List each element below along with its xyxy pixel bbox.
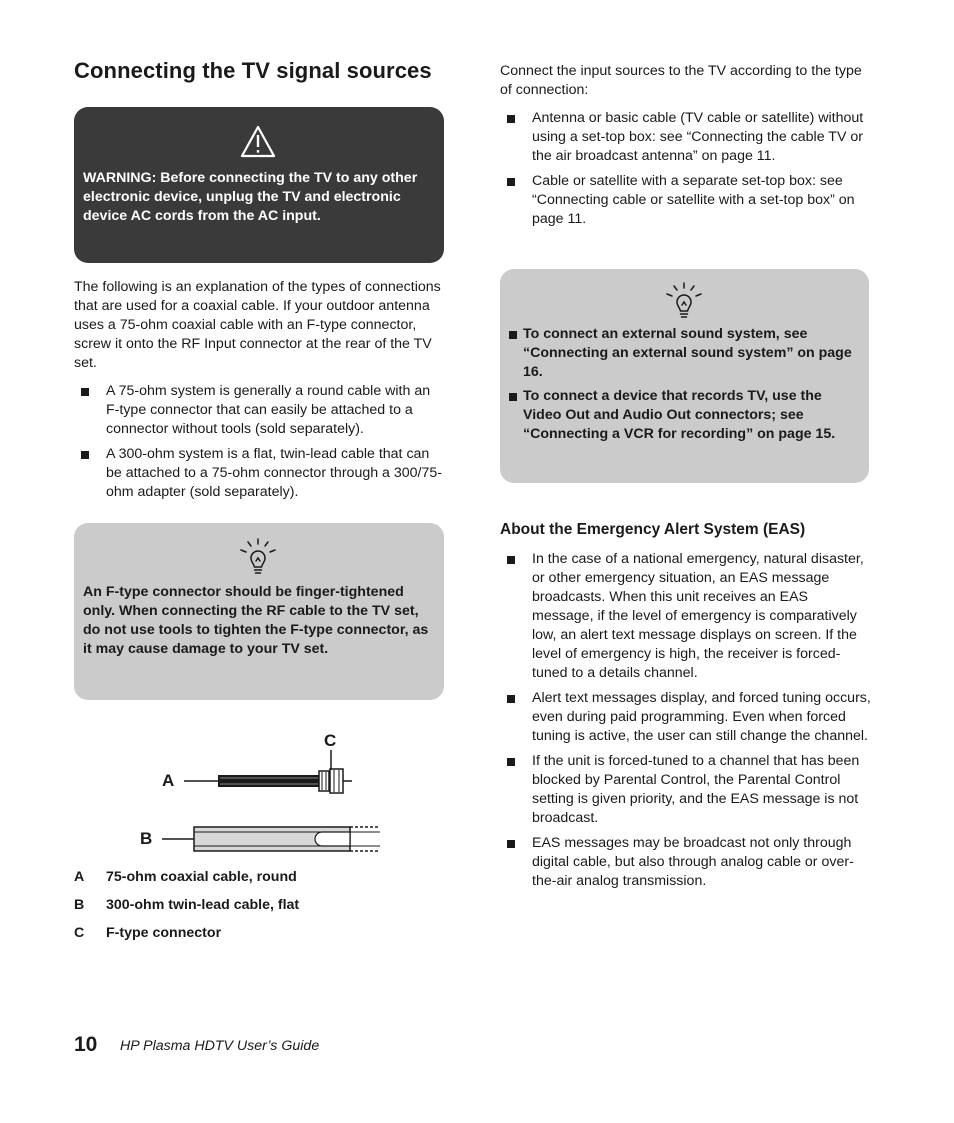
warning-box [74, 107, 444, 263]
tip-list [508, 325, 861, 444]
list-item: In the case of a national emergency, natural disaster, or other emergency situation, an EAS message broadcasts. When this unit receives an EAS message, if the level of emergency is comparatively low, an alert text message displays on screen. If the level of emergency is high, the receiver is forced-tuned to a details channel. [500, 550, 872, 683]
list-item: If the unit is forced-tuned to a channel that has been blocked by Parental Control, the Parental Control setting is given priority, and the EAS message is not broadcast. [500, 752, 872, 828]
twin-lead-cable-flat [162, 827, 380, 851]
figure-caption-b [74, 896, 444, 916]
warning-text: WARNING: Before connecting the TV to any other electronic device, unplug the TV and electronic device AC cords from the AC input. [83, 170, 418, 224]
coaxial-cable-round [184, 769, 352, 793]
caption-letter: A [74, 869, 85, 885]
section-heading-eas: About the Emergency Alert System (EAS) [500, 521, 806, 538]
tip-box-connector [74, 523, 444, 700]
page-title: Connecting the TV signal sources [74, 58, 432, 83]
caption-text: 300-ohm twin-lead cable, flat [106, 897, 300, 913]
right-intro-paragraph: Connect the input sources to the TV according to the type of connection: [500, 63, 862, 98]
list-item: Alert text messages display, and forced tuning occurs, even during paid programming. Even when forced tuning is active, the user can still change the channel. [500, 689, 872, 746]
caption-text: F-type connector [106, 925, 222, 941]
tip-text: An F-type connector should be finger-tightened only. When connecting the RF cable to the TV set, do not use tools to tighten the F-type connector, as it may cause damage to your TV set. [83, 584, 429, 657]
figure-caption-c [74, 924, 444, 944]
caption-text: 75-ohm coaxial cable, round [106, 869, 297, 885]
caption-letter: B [74, 897, 85, 913]
list-item: A 300-ohm system is a flat, twin-lead cable that can be attached to a 75-ohm connector through a 300/75-ohm adapter (sold separately). [74, 445, 446, 502]
list-item: Antenna or basic cable (TV cable or satellite) without using a set-top box: see “Connecting the cable TV or the air broadcast antenna” on page 11. [500, 109, 872, 166]
connection-types-list [500, 109, 872, 235]
page-number: 10 [74, 1033, 98, 1056]
eas-list [500, 550, 872, 897]
list-item: EAS messages may be broadcast not only through digital cable, but also through analog cable or over-the-air analog transmission. [500, 834, 872, 891]
intro-paragraph: The following is an explanation of the types of connections that are used for a coaxial cable. If your outdoor antenna uses a 75-ohm coaxial cable with an F-type connector, screw it onto the RF Input connector at the rear of the TV set. [74, 279, 441, 371]
figure-label-b: B [140, 829, 153, 848]
lightbulb-icon [238, 537, 278, 577]
warning-triangle-icon [240, 125, 276, 158]
guide-title: HP Plasma HDTV User’s Guide [120, 1038, 320, 1054]
list-item: A 75-ohm system is generally a round cable with an F-type connector that can easily be attached to a connector without tools (sold separately). [74, 382, 446, 439]
figure-caption-a [74, 868, 444, 888]
list-item: To connect a device that records TV, use the Video Out and Audio Out connectors; see “Connecting a VCR for recording” on page 15. [508, 387, 861, 444]
list-item: To connect an external sound system, see “Connecting an external sound system” on page 16. [508, 325, 861, 382]
tip-box-connections [500, 269, 869, 483]
lightbulb-icon [664, 281, 704, 321]
figure-label-c: C [324, 731, 337, 750]
cable-diagram [150, 728, 390, 858]
figure-label-a: A [162, 771, 175, 790]
list-item: Cable or satellite with a separate set-top box: see “Connecting cable or satellite with a set-top box” on page 11. [500, 172, 872, 229]
cable-types-list [74, 382, 446, 508]
caption-letter: C [74, 925, 85, 941]
